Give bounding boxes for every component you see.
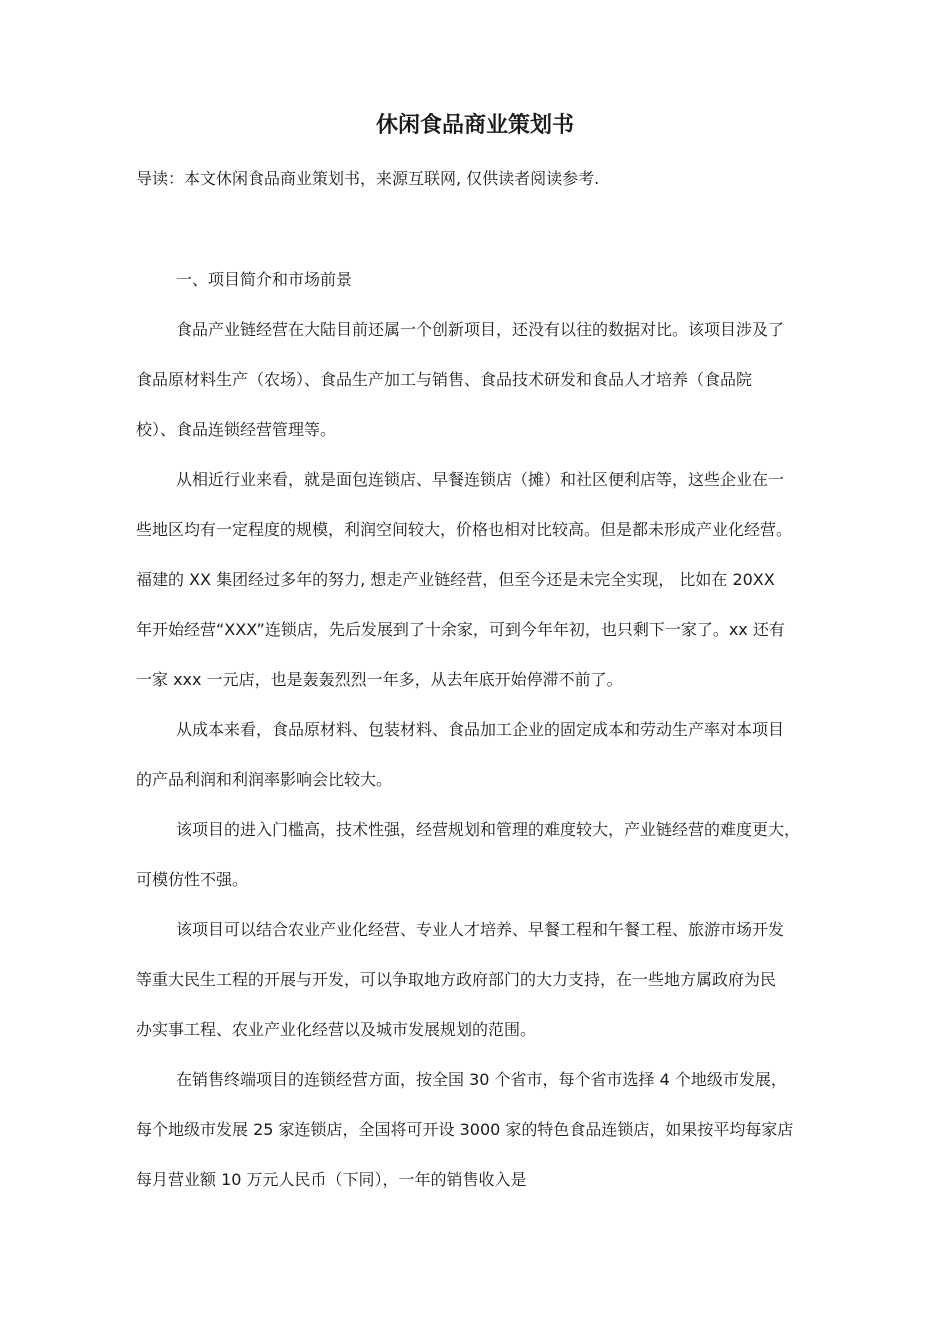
paragraph-line: 一家 xxx 一元店，也是轰轰烈烈一年多，从去年底开始停滞不前了。: [136, 670, 623, 689]
paragraph-line: 从相近行业来看，就是面包连锁店、早餐连锁店（摊）和社区便利店等，这些企业在一: [176, 470, 785, 489]
section-heading: 一、项目简介和市场前景: [176, 270, 353, 289]
paragraph: [136, 1055, 836, 1205]
paragraph: [136, 455, 836, 705]
paragraph-line: 校）、食品连锁经营管理等。: [136, 420, 337, 439]
document-body: [136, 255, 836, 1205]
paragraph-line: 可模仿性不强。: [136, 870, 249, 889]
paragraph-line: 每个地级市发展 25 家连锁店，全国将可开设 3000 家的特色食品连锁店，如果按平均每家店: [136, 1120, 794, 1139]
document-title: 休闲食品商业策划书: [375, 113, 574, 138]
paragraph: [136, 305, 836, 455]
paragraph-line: 该项目的进入门槛高，技术性强，经营规划和管理的难度较大，产业链经营的难度更大，: [176, 820, 801, 839]
paragraph: [136, 805, 836, 905]
paragraph-line: 等重大民生工程的开展与开发，可以争取地方政府部门的大力支持，在一些地方属政府为民: [136, 970, 777, 989]
paragraph-line: 在销售终端项目的连锁经营方面，按全国 30 个省市，每个省市选择 4 个地级市发展，: [176, 1070, 787, 1089]
paragraph: [136, 905, 836, 1055]
paragraph-line: 的产品利润和利润率影响会比较大。: [136, 770, 393, 789]
paragraph-line: 些地区均有一定程度的规模，利润空间较大，价格也相对比较高。但是都未形成产业化经营。: [136, 520, 793, 539]
paragraph-line: 从成本来看，食品原材料、包装材料、食品加工企业的固定成本和劳动生产率对本项目: [176, 720, 785, 739]
paragraph-line: 福建的 XX 集团经过多年的努力, 想走产业链经营，但至今还是未完全实现， 比如在 20XX: [136, 570, 775, 589]
paragraph: [136, 705, 836, 805]
paragraph-line: 食品原材料生产（农场）、食品生产加工与销售、食品技术研发和食品人才培养（食品院: [136, 370, 753, 389]
paragraph-line: 办实事工程、农业产业化经营以及城市发展规划的范围。: [136, 1020, 537, 1039]
intro-text: 导读：本文休闲食品商业策划书，来源互联网, 仅供读者阅读参考.: [136, 169, 600, 188]
paragraph-line: 该项目可以结合农业产业化经营、专业人才培养、早餐工程和午餐工程、旅游市场开发: [176, 920, 785, 939]
paragraph-line: 年开始经营“XXX”连锁店，先后发展到了十余家，可到今年年初，也只剩下一家了。xx 还有: [136, 620, 785, 639]
paragraph-line: 食品产业链经营在大陆目前还属一个创新项目，还没有以往的数据对比。该项目涉及了: [176, 320, 785, 339]
paragraph-line: 每月营业额 10 万元人民币（下同），一年的销售收入是: [136, 1170, 527, 1189]
